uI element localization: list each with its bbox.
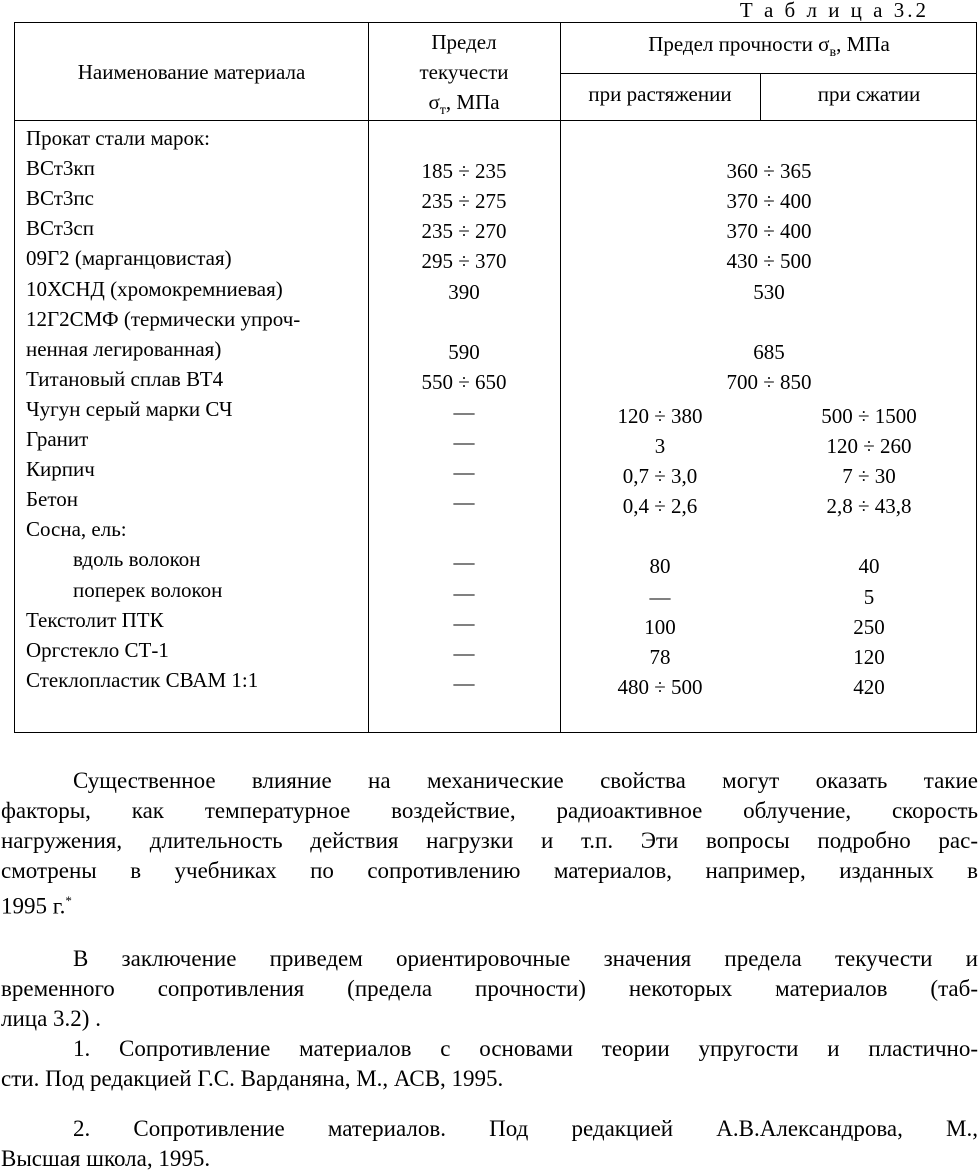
cell-yield: — xyxy=(453,460,475,485)
text-line: сти. Под редакцией Г.С. Варданяна, М., АСВ, 1995. xyxy=(1,1066,504,1091)
cell-tension: — xyxy=(649,584,671,609)
header-material: Наименование материала xyxy=(77,60,306,84)
cell-tension: 78 xyxy=(649,644,671,669)
cell-strength: 360 ÷ 365 xyxy=(726,159,812,184)
cell-material: Прокат стали марок: xyxy=(26,126,210,150)
reference-1 xyxy=(1,1034,978,1094)
cell-compression: 420 xyxy=(853,674,885,699)
paragraph-conclusion xyxy=(1,944,978,1034)
footnote-mark: * xyxy=(65,893,72,908)
cell-material: Оргстекло СТ-1 xyxy=(26,637,169,662)
cell-tension: 0,7 ÷ 3,0 xyxy=(622,464,698,489)
cell-compression: 5 xyxy=(863,584,875,609)
cell-tension: 100 xyxy=(644,614,676,639)
paragraph-influence xyxy=(1,766,978,922)
text-line: факторы, как температурное воздействие, радиоактивное облучение, скорость xyxy=(1,798,978,823)
table-row xyxy=(15,665,976,699)
cell-yield: 235 ÷ 270 xyxy=(421,219,507,244)
cell-material: Чугун серый марки СЧ xyxy=(26,396,233,421)
header-yield-line3: $\sigma_т$, МПа xyxy=(428,90,500,119)
header-divider xyxy=(560,73,976,74)
cell-strength: 685 xyxy=(753,339,785,364)
text-line: В заключение приведем ориентировочные значения предела текучести и xyxy=(73,946,978,971)
cell-yield: 295 ÷ 370 xyxy=(421,249,507,274)
reference-2 xyxy=(1,1114,978,1174)
cell-material: Бетон xyxy=(26,487,79,512)
table-row xyxy=(15,454,976,489)
table-row xyxy=(15,274,976,304)
cell-yield: — xyxy=(453,640,475,665)
cell-yield: — xyxy=(453,550,475,575)
text-line: Высшая школа, 1995. xyxy=(1,1146,211,1171)
cell-tension: 480 ÷ 500 xyxy=(617,674,703,699)
table-row xyxy=(15,575,976,609)
header-compression: при сжатии xyxy=(817,82,921,106)
table-row xyxy=(15,183,976,213)
cell-material: Сосна, ель: xyxy=(26,517,127,542)
table-row xyxy=(15,635,976,669)
cell-strength: 700 ÷ 850 xyxy=(726,369,812,394)
cell-yield: 550 ÷ 650 xyxy=(421,369,507,394)
cell-compression: 2,8 ÷ 43,8 xyxy=(826,494,912,519)
cell-yield: — xyxy=(453,670,475,695)
table-caption: Т а б л и ц а 3.2 xyxy=(739,0,929,22)
cell-yield: — xyxy=(453,490,475,515)
cell-material: ВСт3сп xyxy=(26,216,94,241)
table-row xyxy=(15,394,976,428)
cell-material: Титановый сплав ВТ4 xyxy=(26,366,224,391)
text-line: 1995 г.* xyxy=(1,893,72,919)
cell-tension: 120 ÷ 380 xyxy=(617,403,703,428)
cell-compression: 40 xyxy=(858,554,880,579)
cell-material: Текстолит ПТК xyxy=(26,607,164,632)
cell-tension: 80 xyxy=(649,554,671,579)
cell-yield: — xyxy=(453,399,475,424)
cell-material: поперек волокон xyxy=(73,577,223,602)
table-row xyxy=(15,544,976,579)
cell-compression: 7 ÷ 30 xyxy=(842,464,896,489)
table-row xyxy=(15,304,976,334)
header-yield-line1: Предел xyxy=(431,30,497,54)
cell-material: Стеклопластик СВАМ 1:1 xyxy=(26,667,259,692)
cell-compression: 500 ÷ 1500 xyxy=(821,403,917,428)
table-row xyxy=(15,123,976,153)
cell-strength: 430 ÷ 500 xyxy=(726,249,812,274)
cell-tension: 3 xyxy=(654,434,666,458)
table-row xyxy=(15,153,976,183)
text-line: 2. Сопротивление материалов. Под редакцией А.В.Александрова, М., xyxy=(73,1116,978,1141)
header-yield xyxy=(368,27,560,126)
header-strength: Предел прочности $\sigma_в$, МПа xyxy=(648,32,890,61)
cell-material: 10ХСНД (хромокремниевая) xyxy=(26,276,283,301)
cell-strength: 370 ÷ 400 xyxy=(726,219,812,244)
table-row xyxy=(15,424,976,458)
cell-yield: — xyxy=(453,430,475,454)
cell-material: ВСт3кп xyxy=(26,156,95,181)
cell-yield: 390 xyxy=(448,279,480,304)
cell-compression: 250 xyxy=(853,614,885,639)
cell-strength: 370 ÷ 400 xyxy=(726,189,812,214)
cell-material: 09Г2 (марганцовистая) xyxy=(26,246,232,271)
table-row xyxy=(15,334,976,364)
cell-yield: 590 xyxy=(448,339,480,364)
header-yield-line2: текучести xyxy=(419,60,509,84)
cell-compression: 120 xyxy=(853,644,885,669)
table-row xyxy=(15,213,976,243)
table-row xyxy=(15,605,976,639)
table-row xyxy=(15,514,976,544)
cell-material: вдоль волокон xyxy=(73,547,201,572)
text-line: лица 3.2) . xyxy=(1,1006,101,1031)
table-row xyxy=(15,364,976,394)
cell-yield: 185 ÷ 235 xyxy=(421,159,507,184)
cell-material: 12Г2СМФ (термически упроч- xyxy=(26,306,301,331)
cell-strength: 530 xyxy=(753,279,785,304)
text-line: нагружения, длительность действия нагрузки и т.п. Эти вопросы подробно рас- xyxy=(1,828,978,853)
cell-material: ВСт3пс xyxy=(26,186,94,211)
cell-compression: 120 ÷ 260 xyxy=(826,434,912,458)
cell-tension: 0,4 ÷ 2,6 xyxy=(622,494,698,519)
table-row xyxy=(15,484,976,519)
cell-yield: — xyxy=(453,610,475,635)
table-row xyxy=(15,243,976,273)
text-line: Существенное влияние на механические свойства могут оказать такие xyxy=(73,768,978,793)
header-tension: при растяжении xyxy=(588,82,732,106)
cell-material: ненная легированная) xyxy=(26,336,222,361)
cell-material: Гранит xyxy=(26,427,89,451)
text-line: смотрены в учебниках по сопротивлению материалов, например, изданных в xyxy=(1,858,978,883)
cell-material: Кирпич xyxy=(26,457,95,482)
materials-table xyxy=(14,22,977,733)
cell-yield: — xyxy=(453,580,475,605)
text-line: 1. Сопротивление материалов с основами теории упругости и пластично- xyxy=(73,1036,978,1061)
text-line: временного сопротивления (предела прочности) некоторых материалов (таб- xyxy=(1,976,978,1001)
cell-yield: 235 ÷ 275 xyxy=(421,189,507,214)
